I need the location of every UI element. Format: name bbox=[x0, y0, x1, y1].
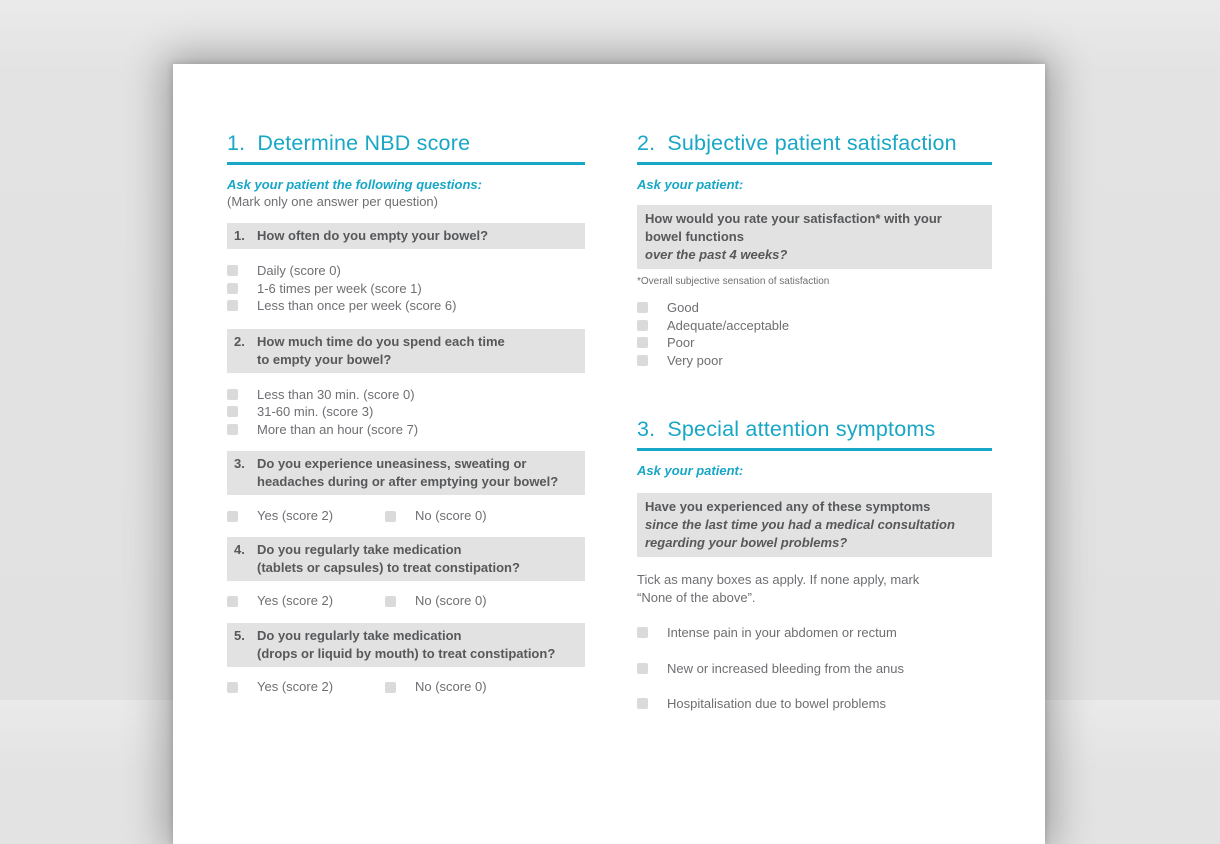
question-2-text-line2: to empty your bowel? bbox=[257, 351, 392, 367]
section2-number: 2. bbox=[637, 131, 656, 155]
option-row bbox=[227, 508, 385, 523]
option-label: 31-60 min. (score 3) bbox=[257, 404, 374, 419]
satisfaction-question-line2-italic: over the past 4 weeks? bbox=[645, 247, 788, 262]
checkbox[interactable] bbox=[637, 627, 648, 638]
option-row bbox=[385, 508, 487, 523]
section1-title bbox=[227, 131, 585, 165]
section2-intro: Ask your patient: bbox=[637, 177, 744, 192]
question-bar-2 bbox=[227, 329, 585, 373]
checkbox[interactable] bbox=[385, 682, 396, 693]
question-4-number: 4. bbox=[234, 542, 245, 557]
option-label: Good bbox=[667, 300, 699, 315]
option-row bbox=[637, 695, 992, 713]
section2-title-text: Subjective patient satisfaction bbox=[667, 131, 957, 155]
symptoms-instruction-line2: “None of the above”. bbox=[637, 590, 756, 605]
section1-number: 1. bbox=[227, 131, 246, 155]
section3-number: 3. bbox=[637, 417, 656, 441]
section3-title-text: Special attention symptoms bbox=[667, 417, 936, 441]
symptoms-question-line3: regarding your bowel problems? bbox=[645, 535, 848, 550]
question-4-yes-no bbox=[227, 593, 585, 608]
satisfaction-question-line1: How would you rate your satisfaction* with your bbox=[645, 211, 942, 226]
option-label: Less than 30 min. (score 0) bbox=[257, 386, 415, 402]
option-label: Hospitalisation due to bowel problems bbox=[667, 696, 886, 711]
option-label: Adequate/acceptable bbox=[667, 317, 790, 333]
option-label: Yes (score 2) bbox=[257, 679, 334, 694]
symptoms-options bbox=[637, 624, 992, 713]
option-row bbox=[227, 262, 585, 280]
question-bar-5 bbox=[227, 623, 585, 667]
checkbox[interactable] bbox=[637, 337, 648, 348]
option-label: Less than once per week (score 6) bbox=[257, 298, 457, 313]
option-row bbox=[637, 299, 992, 317]
option-row bbox=[385, 593, 487, 608]
option-row bbox=[637, 317, 992, 335]
satisfaction-question-line2 bbox=[645, 228, 982, 264]
section2-title bbox=[637, 131, 992, 165]
question-3-number: 3. bbox=[234, 456, 245, 471]
option-row bbox=[637, 334, 992, 352]
checkbox[interactable] bbox=[385, 596, 396, 607]
checkbox[interactable] bbox=[227, 389, 238, 400]
checkbox[interactable] bbox=[227, 511, 238, 522]
checkbox[interactable] bbox=[637, 355, 648, 366]
checkbox[interactable] bbox=[637, 320, 648, 331]
checkbox[interactable] bbox=[227, 424, 238, 435]
option-label: Intense pain in your abdomen or rectum bbox=[667, 625, 897, 640]
checkbox[interactable] bbox=[227, 300, 238, 311]
checkbox[interactable] bbox=[385, 511, 396, 522]
symptoms-question-line2: since the last time you had a medical consultation bbox=[645, 517, 955, 532]
section1-intro: Ask your patient the following questions: bbox=[227, 177, 482, 192]
checkbox[interactable] bbox=[637, 663, 648, 674]
section1-intro-note: (Mark only one answer per question) bbox=[227, 194, 438, 209]
option-label: Daily (score 0) bbox=[257, 263, 341, 278]
symptoms-instruction bbox=[637, 571, 992, 607]
question-4-text-line2: (tablets or capsules) to treat constipation? bbox=[257, 560, 520, 575]
checkbox[interactable] bbox=[227, 682, 238, 693]
symptoms-question-line1: Have you experienced any of these symptoms bbox=[645, 499, 931, 514]
question-5-text-line1: Do you regularly take medication bbox=[257, 628, 462, 643]
question-5-number: 5. bbox=[234, 628, 245, 643]
question-1-options bbox=[227, 262, 585, 315]
question-bar-3 bbox=[227, 451, 585, 495]
question-2-number: 2. bbox=[234, 333, 245, 349]
question-3-text-line1: Do you experience uneasiness, sweating or bbox=[257, 456, 527, 471]
option-row bbox=[637, 352, 992, 370]
left-column bbox=[227, 64, 585, 694]
option-row bbox=[385, 679, 487, 694]
option-row bbox=[227, 386, 585, 404]
option-row bbox=[227, 297, 585, 315]
symptoms-question-box bbox=[637, 493, 992, 557]
symptoms-instruction-line1: Tick as many boxes as apply. If none apply, mark bbox=[637, 572, 920, 587]
question-3-text-line2: headaches during or after emptying your bowel? bbox=[257, 474, 559, 489]
question-3-yes-no bbox=[227, 508, 585, 523]
option-row bbox=[227, 593, 385, 608]
option-row bbox=[637, 660, 992, 678]
option-row bbox=[227, 421, 585, 439]
checkbox[interactable] bbox=[637, 302, 648, 313]
option-label: Poor bbox=[667, 335, 695, 350]
satisfaction-options bbox=[637, 299, 992, 369]
option-label: Yes (score 2) bbox=[257, 593, 334, 608]
option-label: New or increased bleeding from the anus bbox=[667, 660, 905, 676]
option-label: Yes (score 2) bbox=[257, 508, 334, 523]
checkbox[interactable] bbox=[227, 265, 238, 276]
option-label: No (score 0) bbox=[415, 679, 487, 694]
option-label: 1-6 times per week (score 1) bbox=[257, 280, 422, 296]
questionnaire-page bbox=[173, 64, 1045, 844]
option-row bbox=[227, 280, 585, 298]
question-5-text-line2: (drops or liquid by mouth) to treat constipation? bbox=[257, 646, 556, 661]
question-1-text: How often do you empty your bowel? bbox=[257, 228, 489, 243]
right-column bbox=[637, 64, 992, 731]
checkbox[interactable] bbox=[227, 406, 238, 417]
option-row bbox=[227, 403, 585, 421]
section1-title-text: Determine NBD score bbox=[257, 131, 471, 155]
question-5-yes-no bbox=[227, 679, 585, 694]
question-2-options bbox=[227, 386, 585, 439]
option-row bbox=[637, 624, 992, 642]
option-label: More than an hour (score 7) bbox=[257, 421, 419, 437]
satisfaction-question-box bbox=[637, 205, 992, 269]
option-row bbox=[227, 679, 385, 694]
section3-title bbox=[637, 417, 992, 451]
option-label: Very poor bbox=[667, 352, 723, 368]
question-2-text-line1: How much time do you spend each time bbox=[257, 333, 505, 349]
checkbox[interactable] bbox=[227, 283, 238, 294]
question-4-text-line1: Do you regularly take medication bbox=[257, 542, 462, 557]
option-label: No (score 0) bbox=[415, 508, 487, 523]
question-bar-1 bbox=[227, 223, 585, 249]
satisfaction-question-line2-normal: bowel functions bbox=[645, 229, 744, 244]
section3-intro: Ask your patient: bbox=[637, 463, 744, 478]
option-label: No (score 0) bbox=[415, 593, 487, 608]
checkbox[interactable] bbox=[227, 596, 238, 607]
satisfaction-footnote: *Overall subjective sensation of satisfaction bbox=[637, 276, 830, 287]
question-bar-4 bbox=[227, 537, 585, 581]
question-1-number: 1. bbox=[234, 228, 245, 243]
